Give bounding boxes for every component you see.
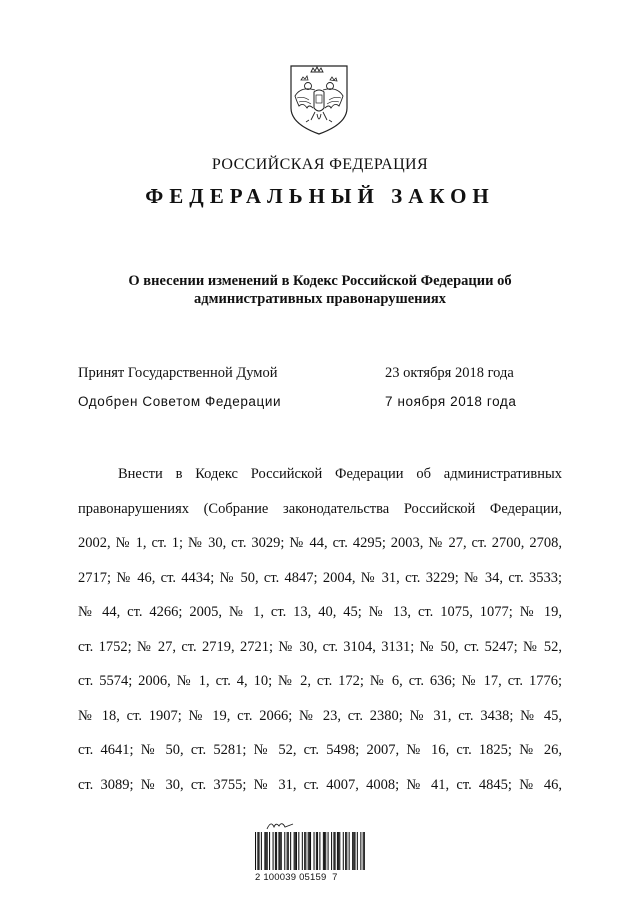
barcode-bar [316, 832, 317, 870]
barcode-bar [323, 832, 324, 870]
law-body-text [78, 457, 562, 802]
barcode-bar [328, 832, 329, 870]
adoption-date: 7 ноября 2018 года [385, 394, 517, 409]
barcode-bar [296, 832, 297, 870]
barcode-bar [324, 832, 325, 870]
body-line: 2002, № 1, ст. 1; № 30, ст. 3029; № 44, ст. 4295; 2003, № 27, ст. 2700, 2708, [78, 535, 562, 551]
barcode-bar [353, 832, 354, 870]
barcode-bar [298, 832, 299, 870]
barcode-bar [275, 832, 276, 870]
barcode-bar [352, 832, 353, 870]
barcode-bar [273, 832, 274, 870]
barcode-bar [346, 832, 347, 870]
barcode-bar [360, 832, 361, 870]
barcode-bar [345, 832, 346, 870]
adoption-org: Одобрен Советом Федерации [78, 394, 282, 409]
barcode-bar [364, 832, 365, 870]
barcode-bar [288, 832, 289, 870]
barcode-bar [319, 832, 320, 870]
barcode-bar [284, 832, 285, 870]
barcode-bar [325, 832, 326, 870]
barcode-bar [295, 832, 296, 870]
barcode-number: 2 100039 05159 7 [255, 872, 338, 883]
barcode-bar [294, 832, 295, 870]
barcode-bar [317, 832, 318, 870]
barcode-bar [338, 832, 339, 870]
body-line: Внести в Кодекс Российской Федерации об административных [118, 466, 562, 482]
barcode-bar [309, 832, 310, 870]
handwritten-mark-icon [265, 818, 295, 832]
barcode-bar [276, 832, 277, 870]
barcode-bar [302, 832, 303, 870]
barcode-bar [314, 832, 315, 870]
barcode-bar [339, 832, 340, 870]
barcode-bar [287, 832, 288, 870]
barcode-bar [257, 832, 258, 870]
barcode-bar [261, 832, 262, 870]
body-line: ст. 5574; 2006, № 1, ст. 4, 10; № 2, ст. 172; № 6, ст. 636; № 17, ст. 1776; [78, 673, 562, 689]
barcode-bar [357, 832, 358, 870]
barcode-bar [363, 832, 364, 870]
body-line: 2717; № 46, ст. 4434; № 50, ст. 4847; 2004, № 31, ст. 3229; № 34, ст. 3533; [78, 569, 562, 586]
state-emblem-icon [287, 62, 351, 136]
barcode-bar [331, 832, 332, 870]
barcode-bar [269, 832, 270, 870]
law-title-line: О внесении изменений в Кодекс Российской Федерации об [128, 273, 512, 289]
barcode-bar [266, 832, 267, 870]
law-title-line: административных правонарушениях [194, 291, 446, 307]
country-heading: РОССИЙСКАЯ ФЕДЕРАЦИЯ [211, 156, 429, 173]
barcode-bars [255, 832, 365, 870]
document-type-heading: ФЕДЕРАЛЬНЫЙ ЗАКОН [145, 184, 495, 208]
barcode-bar [278, 832, 279, 870]
barcode-bar [280, 832, 281, 870]
barcode-bar [335, 832, 336, 870]
barcode-bar [281, 832, 282, 870]
barcode-bar [255, 832, 256, 870]
body-line: ст. 4641; № 50, ст. 5281; № 52, ст. 5498; 2007, № 16, ст. 1825; № 26, [78, 742, 562, 758]
barcode-bar [354, 832, 355, 870]
barcode-bar [310, 832, 311, 870]
barcode-bar [267, 832, 268, 870]
body-line: правонарушениях (Собрание законодательства Российской Федерации, [78, 500, 562, 517]
barcode-bar [343, 832, 344, 870]
barcode-bar [264, 832, 265, 870]
body-line: ст. 3089; № 30, ст. 3755; № 31, ст. 4007, 4008; № 41, ст. 4845; № 46, [78, 776, 562, 793]
body-line: № 44, ст. 4266; 2005, № 1, ст. 13, 40, 45; № 13, ст. 1075, 1077; № 19, [78, 604, 562, 620]
body-line: № 18, ст. 1907; № 19, ст. 2066; № 23, ст. 2380; № 31, ст. 3438; № 45, [78, 707, 562, 724]
barcode [255, 818, 365, 883]
barcode-bar [305, 832, 306, 870]
barcode-bar [259, 832, 260, 870]
adoption-date: 23 октября 2018 года [385, 365, 514, 381]
barcode-bar [349, 832, 350, 870]
barcode-bar [308, 832, 309, 870]
law-title [90, 272, 550, 308]
barcode-bar [304, 832, 305, 870]
barcode-bar [290, 832, 291, 870]
barcode-bar [333, 832, 334, 870]
adoption-org: Принят Государственной Думой [78, 365, 278, 381]
barcode-bar [337, 832, 338, 870]
body-line: ст. 1752; № 27, ст. 2719, 2721; № 30, ст. 3104, 3131; № 50, ст. 5247; № 52, [78, 638, 562, 655]
